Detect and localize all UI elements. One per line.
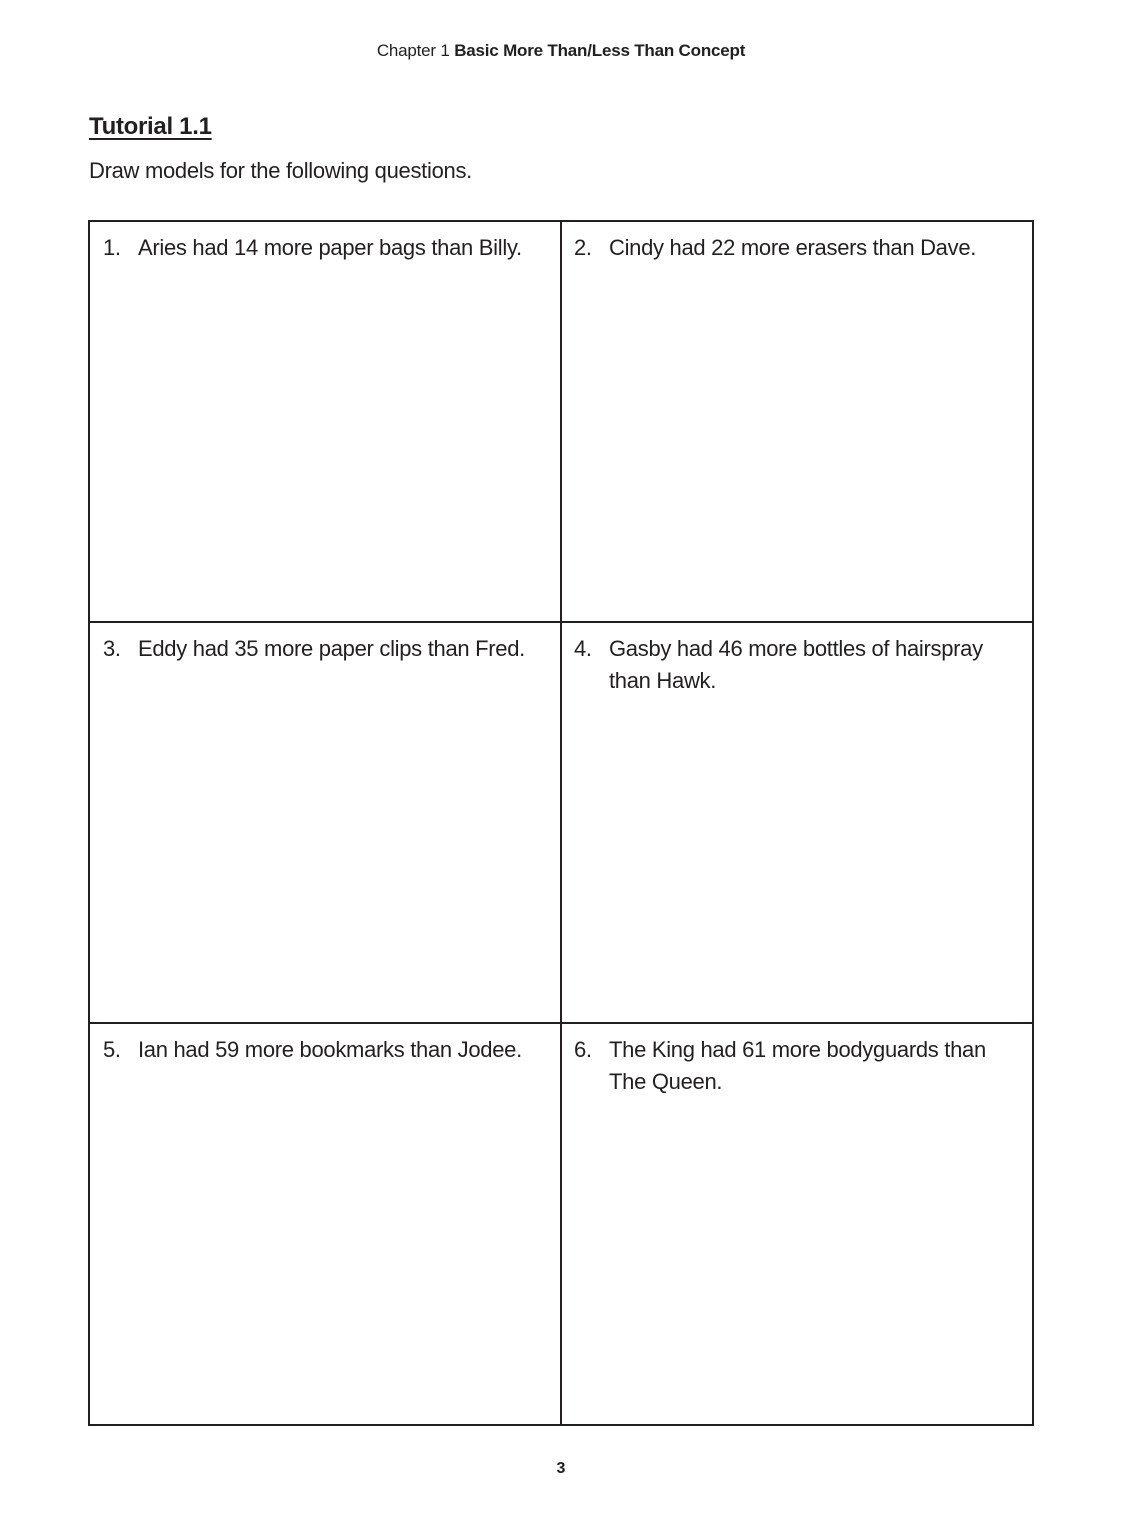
question-number: 5. (103, 1037, 121, 1062)
question-number: 1. (103, 235, 121, 260)
question-text: Ian had 59 more bookmarks than Jodee. (138, 1037, 522, 1062)
question-text: The King had 61 more bodyguards than The Queen. (609, 1037, 986, 1094)
question-text: Eddy had 35 more paper clips than Fred. (138, 636, 525, 661)
question-text: Gasby had 46 more bottles of hairspray than Hawk. (609, 636, 983, 693)
question-4 (574, 633, 1022, 697)
question-number: 4. (574, 636, 592, 661)
tutorial-title: Tutorial 1.1 (89, 113, 212, 140)
question-number: 3. (103, 636, 121, 661)
question-6 (574, 1034, 1022, 1098)
running-header (0, 41, 1122, 61)
question-number: 6. (574, 1037, 592, 1062)
question-cell-2[interactable] (562, 222, 1034, 623)
question-cell-3[interactable] (90, 623, 562, 1024)
question-cell-4[interactable] (562, 623, 1034, 1024)
question-text: Aries had 14 more paper bags than Billy. (138, 235, 522, 260)
question-cell-1[interactable] (90, 222, 562, 623)
question-number: 2. (574, 235, 592, 260)
question-5 (103, 1034, 548, 1066)
question-cell-5[interactable] (90, 1024, 562, 1424)
question-1 (103, 232, 548, 264)
question-2 (574, 232, 1022, 264)
instructions: Draw models for the following questions. (89, 158, 472, 183)
question-3 (103, 633, 548, 665)
chapter-label: Chapter 1 (376, 41, 450, 60)
question-cell-6[interactable] (562, 1024, 1034, 1424)
page-number: 3 (556, 1460, 566, 1477)
question-text: Cindy had 22 more erasers than Dave. (609, 235, 977, 260)
chapter-title: Basic More Than/Less Than Concept (454, 41, 746, 60)
question-grid (88, 220, 1034, 1426)
